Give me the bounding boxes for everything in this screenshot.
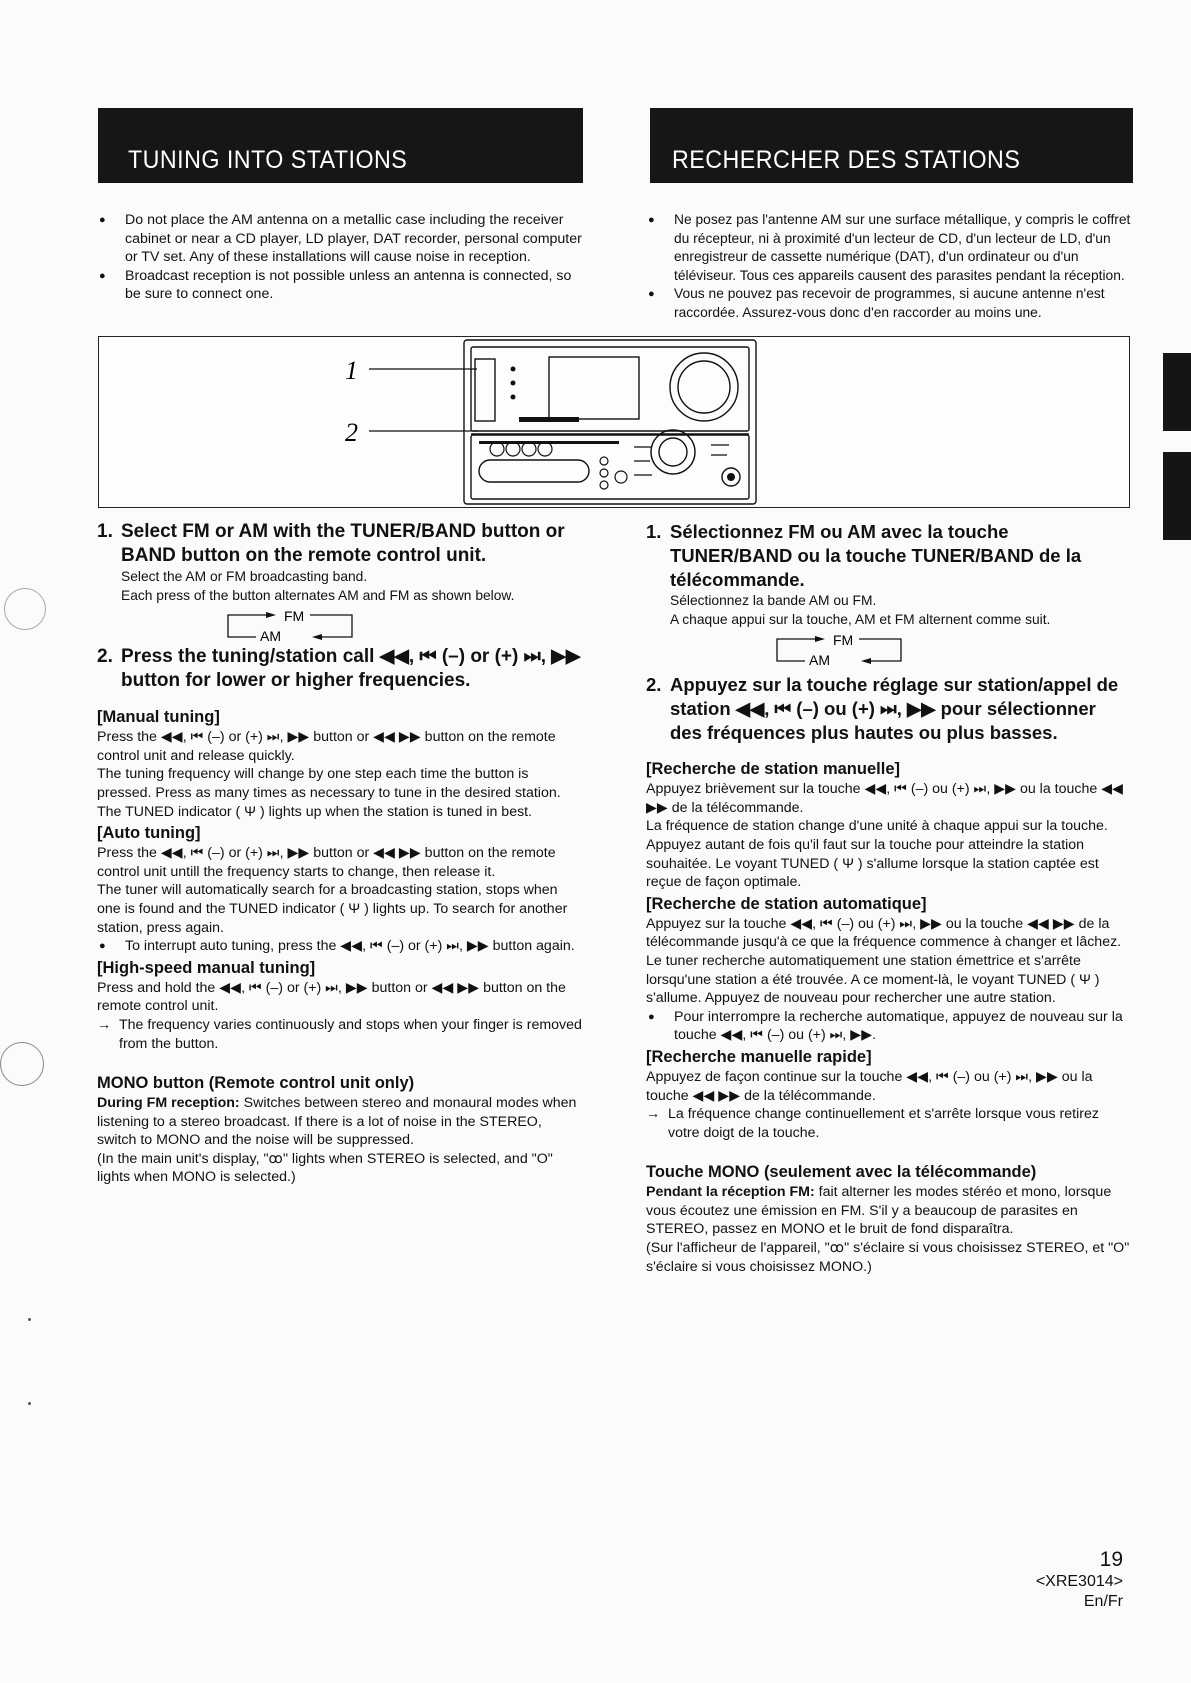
section-title-en: TUNING INTO STATIONS: [98, 108, 583, 183]
scan-dot: [28, 1318, 31, 1321]
manual-tuning-heading: [Manual tuning]: [97, 708, 220, 727]
page-number: 19: [1099, 1548, 1123, 1571]
step-1-en: 1. Select FM or AM with the TUNER/BAND button or BAND button on the remote control unit.: [97, 521, 565, 566]
instructions-fr: 1. Sélectionnez FM ou AM avec la touche TUNER/BAND ou la touche TUNER/BAND de la télécommande. Sélectionnez la bande AM ou FM. A chaque appui sur la touche, AM et FM alternent comme suit. FM AM 2. Appuyez sur la touche réglage sur station/appel de station ◀◀, ⏮ (–) ou (+) ⏭, ▶▶ pour sélectionner des fréquences plus hautes ou plus basses. [Recherche de station manuelle] Appuyez brièvement sur la touche ◀◀, ⏮ (–) ou (+) ⏭, ▶▶ ou la touche ◀◀ ▶▶ de la télécommande. La fréquence de station change d'une unité à chaque appui sur la touche. Appuyez autant de fois qu'il faut sur la touche pour atteindre la station souhaitée. Le voyant TUNED ( Ψ ) s'allume lorsque la station captée est reçue de façon optimale. [Recherche de station automatique] Appuyez sur la touche ◀◀, ⏮ (–) ou (+) ⏭, ▶▶ ou la touche ◀◀ ▶▶ de la télécommande jusqu'à ce que la fréquence commence à changer et lâchez. Le tuner recherche automatiquement une station émettrice et s'arrête lorsqu'une station a été trouvée. A ce moment-là, le voyant TUNED ( Ψ ) s'allume. Appuyez de nouveau pour rechercher une autre station. ● Pour interrompre la recherche automatique, appuyez de nouveau sur la touche ◀◀, ⏮ (–) ou (+) ⏭, ▶▶. [Recherche manuelle rapide] Appuyez de façon continue sur la touche ◀◀, ⏮ (–) ou (+) ⏭, ▶▶ ou la touche ◀◀ ▶▶ de la télécommande. → La fréquence change continuellement et s'arrête lorsque vous retirez votre doigt de la touche. Touche MONO (seulement avec la télécommande) Pendant la réception FM: fait alterner les modes stéréo et mono, lorsque vous écoutez une émission en FM. S'il y a beaucoup de parasites en STEREO, passez en MONO et le bruit de fond disparaîtra. (Sur l'afficheur de l'appareil, "ꝏ" s'éclaire si vous choisissez STEREO, et "O" s'éclaire si vous choisissez MONO.): [646, 520, 1131, 1276]
mono-button-heading: MONO button (Remote control unit only): [97, 1074, 415, 1093]
step-2-en: 2. Press the tuning/station call ◀◀, ⏮ (–) or (+) ⏭, ▶▶ button for lower or higher frequencies.: [97, 646, 581, 692]
scan-dot: [28, 1402, 31, 1405]
high-speed-tuning-heading-fr: [Recherche manuelle rapide]: [646, 1047, 872, 1066]
warnings-en: [97, 211, 582, 304]
page-footer: [1036, 1548, 1123, 1612]
high-speed-tuning-heading: [High-speed manual tuning]: [97, 958, 316, 977]
mono-button-heading-fr: Touche MONO (seulement avec la télécommande): [646, 1163, 1037, 1182]
manual-tuning-heading-fr: [Recherche de station manuelle]: [646, 760, 900, 779]
figure-label-1: 1: [345, 356, 358, 385]
binder-hole-1: [4, 588, 46, 630]
svg-text:FM: FM: [833, 633, 854, 649]
figure-label-2: 2: [345, 418, 358, 447]
binder-hole-2: [0, 1042, 44, 1086]
svg-text:FM: FM: [284, 609, 305, 625]
edge-tab-1: [1163, 353, 1191, 431]
section-title-fr: RECHERCHER DES STATIONS: [650, 108, 1133, 183]
warning-item: ● Vous ne pouvez pas recevoir de programmes, si aucune antenne n'est raccordée. Assurez-vous donc d'en raccorder au moins une.: [646, 285, 1131, 322]
document-code: <XRE3014>: [1035, 1573, 1123, 1590]
device-figure: [98, 336, 1130, 508]
auto-tuning-heading: [Auto tuning]: [97, 824, 201, 843]
warnings-fr: [646, 211, 1131, 322]
step-2-fr: 2. Appuyez sur la touche réglage sur station/appel de station ◀◀, ⏮ (–) ou (+) ⏭, ▶▶ pour sélectionner des fréquences plus hautes ou plus basses.: [646, 674, 1119, 744]
edge-tab-2: [1163, 452, 1191, 540]
language-code: En/Fr: [1083, 1593, 1123, 1610]
device-illustration: [99, 337, 1129, 507]
instructions-en: 1. Select FM or AM with the TUNER/BAND button or BAND button on the remote control unit. Select the AM or FM broadcasting band. Each press of the button alternates AM and FM as shown below. FM AM 2. Press the tuning/station call ◀◀, ⏮ (–) or (+) ⏭, ▶▶ button for lower or higher frequencies. [Manual tuning] Press the ◀◀, ⏮ (–) or (+) ⏭, ▶▶ button or ◀◀ ▶▶ button on the remote control unit and release quickly. The tuning frequency will change by one step each time the button is pressed. Press as many times as necessary to tune in the desired station. The TUNED indicator ( Ψ ) lights up when the station is tuned in best. [Auto tuning] Press the ◀◀, ⏮ (–) or (+) ⏭, ▶▶ button or ◀◀ ▶▶ button on the remote control unit untill the frequency starts to change, then release it. The tuner will automatically search for a broadcasting station, stops when one is found and the TUNED indicator ( Ψ ) lights up. To search for another station, press again. ● To interrupt auto tuning, press the ◀◀, ⏮ (–) or (+) ⏭, ▶▶ button again. [High-speed manual tuning] Press and hold the ◀◀, ⏮ (–) or (+) ⏭, ▶▶ button or ◀◀ ▶▶ button on the remote control unit. → The frequency varies continuously and stops when your finger is removed from the button. MONO button (Remote control unit only) During FM reception: Switches between stereo and monaural modes when listening to a stereo broadcast. If there is a lot of noise in the STEREO, switch to MONO and the noise will be suppressed. (In the main unit's display, "ꝏ" lights when STEREO is selected, and "O" lights when MONO is selected.): [97, 520, 582, 1187]
warning-item: ● Broadcast reception is not possible unless an antenna is connected, so be sure to connect one.: [97, 267, 582, 304]
fm-am-cycle-diagram: [222, 609, 362, 643]
fm-am-cycle-diagram-fr: [771, 633, 911, 667]
warning-item: ● Do not place the AM antenna on a metallic case including the receiver cabinet or near a CD player, LD player, DAT recorder, personal computer or TV set. Any of these installations will cause noise in reception.: [97, 211, 582, 267]
auto-tuning-heading-fr: [Recherche de station automatique]: [646, 894, 927, 913]
svg-text:AM: AM: [809, 652, 830, 668]
svg-text:AM: AM: [260, 628, 281, 644]
warning-item: ● Ne posez pas l'antenne AM sur une surface métallique, y compris le coffret du récepteur, ni à proximité d'un lecteur de CD, d'un lecteur de LD, d'un enregistreur de cassette numérique (DAT), d'un ordinateur ou d'un téléviseur. Tous ces appareils causent des parasites pendant la réception.: [646, 211, 1131, 285]
step-1-fr: 1. Sélectionnez FM ou AM avec la touche TUNER/BAND ou la touche TUNER/BAND de la télécommande.: [646, 521, 1082, 590]
